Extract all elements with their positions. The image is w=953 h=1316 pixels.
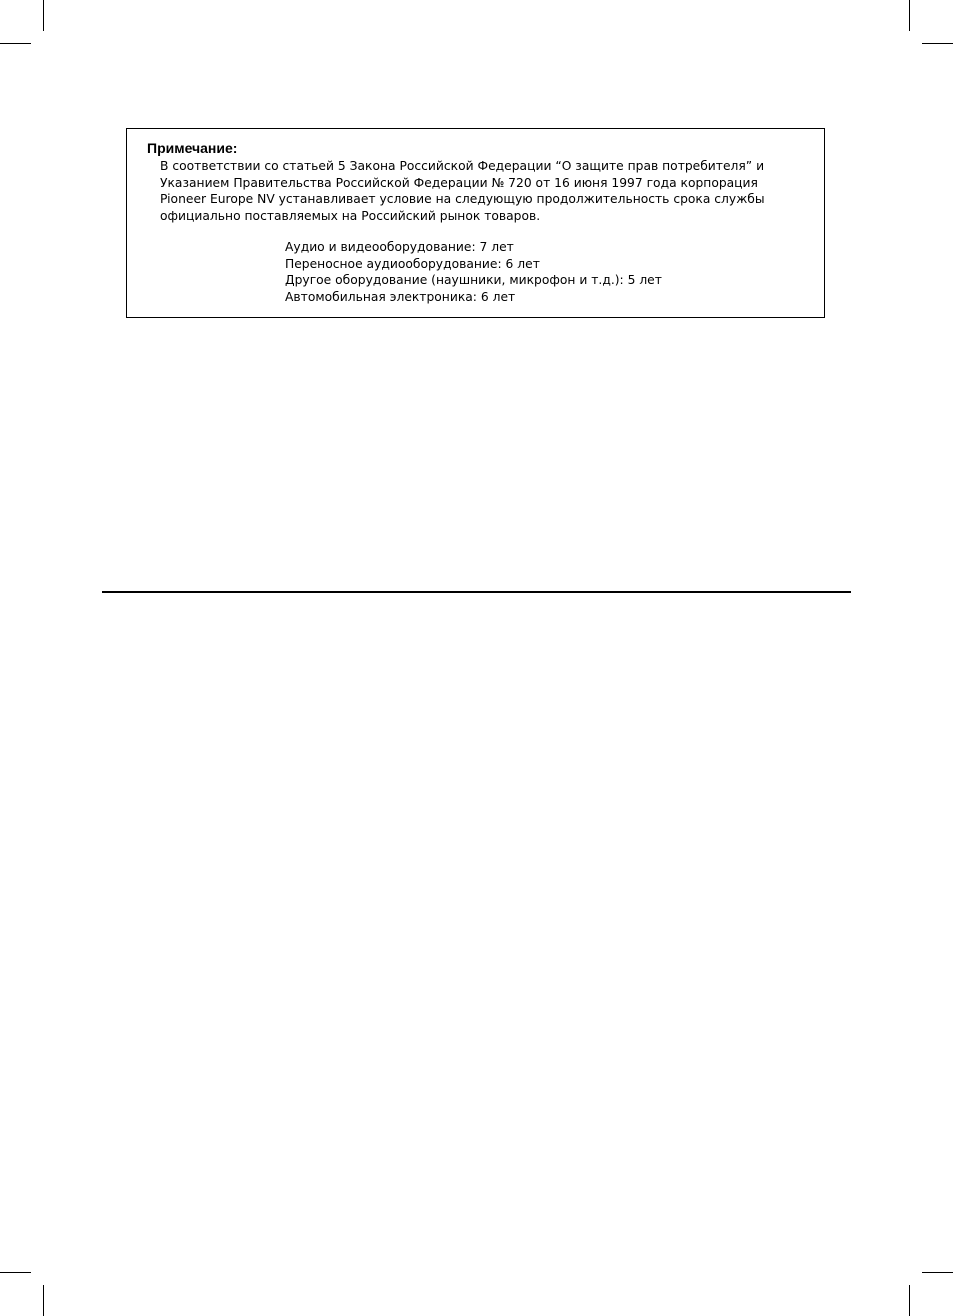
service-life-item: Автомобильная электроника: 6 лет [285,289,516,304]
note-body-line: Pioneer Europe NV устанавливает условие на следующую продолжительность срока службы [160,192,765,206]
crop-mark-bottom-left-horizontal [0,1272,31,1273]
crop-mark-bottom-left-vertical [43,1285,44,1316]
crop-mark-bottom-right-vertical [909,1285,910,1316]
note-body [160,158,820,224]
horizontal-divider [102,591,851,593]
note-body-line: официально поставляемых на Российский рынок товаров. [160,208,541,223]
service-life-item: Другое оборудование (наушники, микрофон и т.д.): 5 лет [285,273,662,287]
crop-mark-top-left-horizontal [0,43,31,44]
service-life-item: Переносное аудиооборудование: 6 лет [285,256,540,271]
note-body-line: Указанием Правительства Российской Федерации № 720 от 16 июня 1997 года корпорация [160,175,758,190]
note-title: Примечание: [147,140,238,156]
service-life-item: Аудио и видеооборудование: 7 лет [285,240,514,254]
crop-mark-top-left-vertical [43,0,44,31]
note-box [126,128,825,318]
crop-mark-top-right-horizontal [922,43,953,44]
service-life-list [285,239,662,305]
crop-mark-top-right-vertical [909,0,910,31]
crop-mark-bottom-right-horizontal [922,1272,953,1273]
note-body-line: В соответствии со статьей 5 Закона Российской Федерации “О защите прав потребителя” и [160,159,765,173]
